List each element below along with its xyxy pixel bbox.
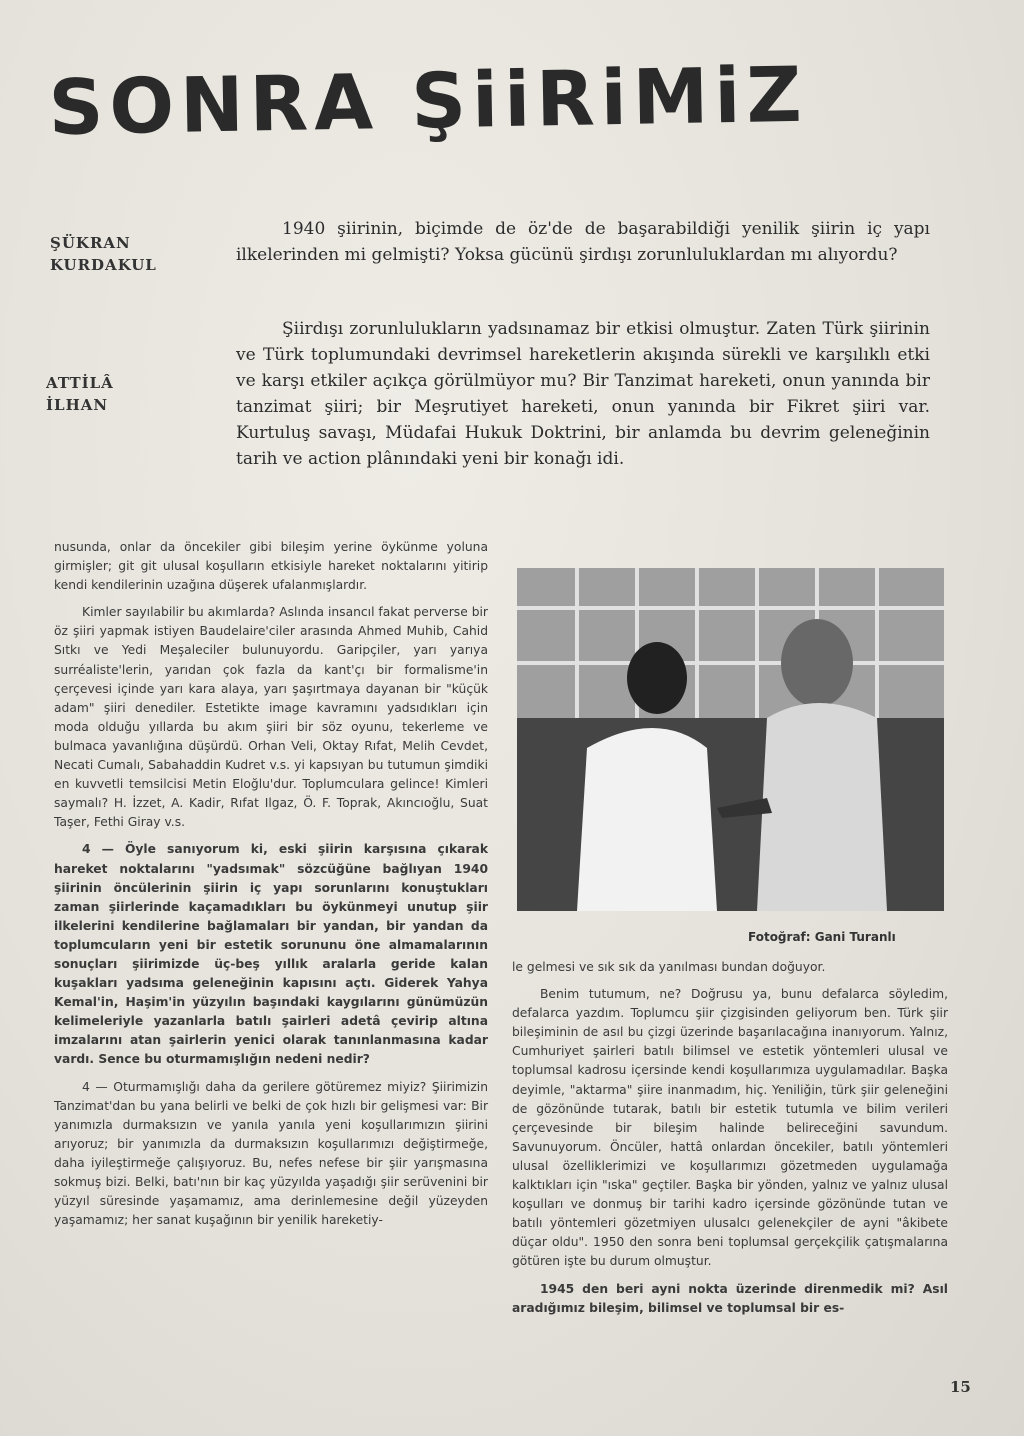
author-sukran-kurdakul [50, 232, 157, 276]
question-4: 4 — Öyle sanıyorum ki, eski şiirin karşısına çıkarak hareket noktalarını "yadsımak" sözcüğüne bağlıyan 1940 şiirinin öncülerinin şiirin iç yapı sorunlarını konuştukları zaman şiirlerinde kaçamadıkları bu öykünmeyi unutup şiir ilkelerini kendilerine bağlamaları bir yandan, bir yandan da toplumcuların yeni bir estetik sorununu öne almamalarının sonuçları şiirimizde üç-beş yıllık aralarla geride kalan kuşakları yadsıma geleneğinin kapısını açtı. Giderek Yahya Kemal'in, Haşim'in yüzyılın başındaki kaygılarını günümüzün kelimeleriyle yazanlarla batılı şairleri adetâ çevirip altına imzalarını atan şairlerin yenici olarak tanınlanmasına kadar vardı. Sence bu oturmamışlığın nedeni nedir? [54, 842, 488, 1067]
right-paragraph-2: Benim tutumum, ne? Doğrusu ya, bunu defalarca söyledim, defalarca yazdım. Toplumcu şiir çizgisinden geliyorum ben. Türk şiir bileşiminin de asıl bu çizgi üzerinde başarılacağına inanıyorum. Yalnız, Cumhuriyet şairleri batılı bilimsel ve estetik yöntemleri ulusal ve toplumsal kadrosu içersinde kendi koşullarımıza uygulamadılar. Başka deyimle, "aktarma" şiire inanmadım, hiç. Yeniliğin, türk şiir geleneğini de gözönünde tutarak, batılı bir estetik tutumla ve bilim verileri çerçevesinde bir bileşim halinde belireceğini savundum. Savunuyorum. Öncüler, hattâ onlardan öncekiler, batılı yöntemleri ulusal özelliklerimizi ve koşullarımızı gözetmeden uygulamağa kalktıkları için "ıska" geçtiler. Başka bir yönden, yalnız ve yalnız ulusal koşulları ve donmuş bir tarihi kadro içersinde gözönünde tutan ve batılı yöntemleri gözetmiyen ulusalcı gelenekçiler de ayni "âkibete düçar oldu". 1950 den sonra beni toplumsal gerçekçilik çatışmalarına götüren işte bu durum olmuştur. [512, 987, 948, 1269]
left-column [54, 538, 488, 1238]
right-column [512, 958, 948, 1326]
photo-caption: Fotoğraf: Gani Turanlı [748, 930, 896, 944]
right-paragraph-1: le gelmesi ve sık sık da yanılması bundan doğuyor. [512, 960, 826, 974]
intro-answer: Şiirdışı zorunlulukların yadsınamaz bir etkisi olmuştur. Zaten Türk şiirinin ve Türk toplumundaki devrimsel hareketlerin akışında sürekli ve karşılıklı etki ve karşı etkiler açıkça görülmüyor mu? Bir Tanzimat hareketi, onun yanında bir tanzimat şiiri; bir Meşrutiyet hareketi, onun yanında bir Fikret şiiri var. Kurtuluş savaşı, Müdafai Hukuk Doktrini, bir anlamda bu devrim geleneğinin tarih ve action plânındaki yeni bir konağı idi. [236, 319, 930, 469]
answer-4: 4 — Oturmamışlığı daha da gerilere götüremez miyiz? Şiirimizin Tanzimat'dan bu yana belirli ve belki de çok hızlı bir gelişmesi var: Bir yanımızla durmaksızın ve yanıla yanıla yeni koşullarımızın şiirini arıyoruz; bir yanımızla da durmaksızın koşullarımızı değiştirmeğe, daha iyileştirmeğe çalışıyoruz. Bu, nefes nefese bir şiir yarışmasına sokmuş bizi. Belki, batı'nın bir kaç yüzyılda yaşadığı şiir serüvenini bir yüzyıl süresinde yaşamamız, ama derinlemesine değil yüzeyden yaşamamız; her sanat kuşağının bir yenilik hareketiy- [54, 1079, 488, 1228]
page-number: 15 [950, 1378, 971, 1396]
author-last-name: İLHAN [46, 396, 109, 414]
author-last-name: KURDAKUL [50, 256, 157, 274]
left-paragraph-2: Kimler sayılabilir bu akımlarda? Aslında insancıl fakat perverse bir öz şiiri yapmak istiyen Baudelaire'ciler arasında Ahmed Muhib, Cahid Sıtkı ve Yedi Meşaleciler bulunuyordu. Garipçiler, yarı yarıya surréaliste'lerin, yarıdan çok fazla da kant'çı bir formalisme'in çerçevesi içinde yarı kara alaya, yarı şaşırtmaya dayanan bir "küçük adam" şiiri denediler. Estetikte image kavramını yadsıdıkları için moda olduğu yıllarda bu akım şiiri bir söz oyunu, tekerleme ve bulmaca yavanlığına düşürdü. Orhan Veli, Oktay Rıfat, Melih Cevdet, Necati Cumalı, Sabahaddin Kudret v.s. yi kapsıyan bu tutumun şimdiki en kuvvetli temsilcisi Metin Eloğlu'dur. Toplumculara gelince! Kimleri saymalı? H. İzzet, A. Kadir, Rıfat Ilgaz, Ö. F. Toprak, Akıncıoğlu, Suat Taşer, Fethi Giray v.s. [54, 605, 488, 830]
article-photo [517, 568, 944, 911]
left-paragraph-1: nusunda, onlar da öncekiler gibi bileşim yerine öykünme yoluna girmişler; git git ulusal koşulların etkisiyle hareket noktalarını yitirip kendi kendilerinin uzağına düşerek ufalanmışlardır. [54, 540, 488, 593]
author-first-name: ŞÜKRAN [50, 234, 131, 252]
photo-two-men-illustration [517, 568, 944, 911]
author-attila-ilhan [46, 372, 114, 416]
intro-question: 1940 şiirinin, biçimde de öz'de de başarabildiği yenilik şiirin iç yapı ilkelerinden mi gelmişti? Yoksa gücünü şirdışı zorunluluklardan mı alıyordu? [236, 219, 930, 265]
article-title: SONRA ŞiiRiMiZ [47, 49, 809, 152]
question-5: 1945 den beri ayni nokta üzerinde direnmedik mi? Asıl aradığımız bileşim, bilimsel ve toplumsal bir es- [512, 1281, 948, 1315]
author-first-name: ATTİLÂ [46, 374, 114, 392]
